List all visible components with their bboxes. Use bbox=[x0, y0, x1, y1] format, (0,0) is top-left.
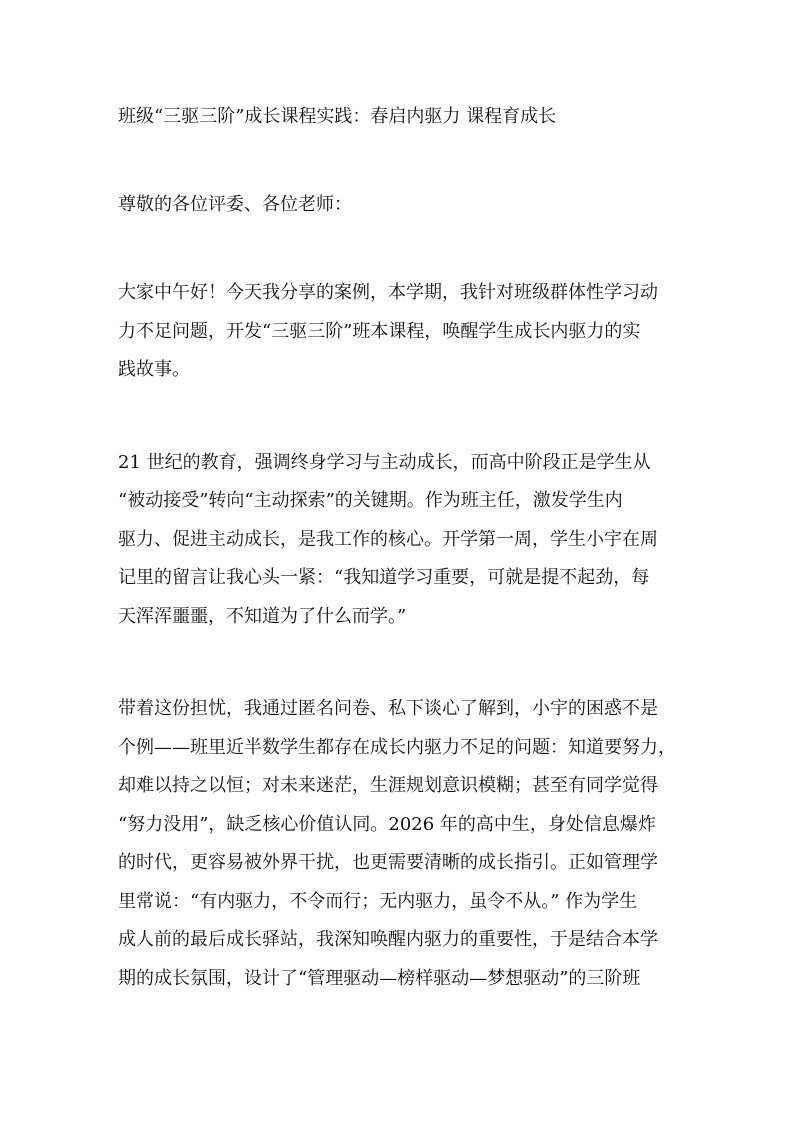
document-title: 班级“三驱三阶”成长课程实践：春启内驱力 课程育成长 bbox=[118, 106, 557, 127]
paragraph-intro bbox=[118, 274, 678, 390]
document-body bbox=[118, 98, 678, 1052]
paragraph-line: 的时代，更容易被外界干扰，也更需要清晰的成长指引。正如管理学 bbox=[118, 852, 658, 873]
paragraph-line: 践故事。 bbox=[118, 359, 190, 380]
paragraph-line: 驱力、促进主动成长，是我工作的核心。开学第一周，学生小宇在周 bbox=[118, 528, 658, 550]
paragraph-background bbox=[118, 444, 678, 637]
paragraph-line: 期的成长氛围，设计了“管理驱动—榜样驱动—梦想驱动”的三阶班 bbox=[118, 967, 641, 989]
paragraph-line: 带着这份担忧，我通过匿名问卷、私下谈心了解到，小宇的困惑不是 bbox=[118, 698, 658, 719]
paragraph-line: “努力没用”，缺乏核心价值认同。2026 年的高中生，身处信息爆炸 bbox=[118, 813, 656, 835]
paragraph-line: 却难以持之以恒；对未来迷茫，生涯规划意识模糊；甚至有同学觉得 bbox=[118, 775, 658, 796]
paragraph-investigation bbox=[118, 690, 678, 998]
paragraph-line: “被动接受”转向“主动探索”的关键期。作为班主任，激发学生内 bbox=[118, 490, 623, 511]
paragraph-line: 力不足问题，开发“三驱三阶”班本课程，唤醒学生成长内驱力的实 bbox=[118, 320, 641, 342]
paragraph-line: 大家中午好！今天我分享的案例，本学期，我针对班级群体性学习动 bbox=[118, 282, 658, 303]
paragraph-line: 天浑浑噩噩，不知道为了什么而学。” bbox=[118, 605, 407, 627]
salutation: 尊敬的各位评委、各位老师： bbox=[118, 194, 352, 215]
paragraph-line: 记里的留言让我心头一紧：“我知道学习重要，可就是提不起劲，每 bbox=[118, 567, 650, 588]
paragraph-line: 个例——班里近半数学生都存在成长内驱力不足的问题：知道要努力， bbox=[118, 736, 676, 758]
paragraph-line: 里常说：“有内驱力，不令而行；无内驱力，虽令不从。” 作为学生 bbox=[118, 890, 638, 912]
paragraph-line: 成人前的最后成长驿站，我深知唤醒内驱力的重要性，于是结合本学 bbox=[118, 929, 658, 950]
paragraph-line: 21 世纪的教育，强调终身学习与主动成长，而高中阶段正是学生从 bbox=[118, 451, 651, 473]
